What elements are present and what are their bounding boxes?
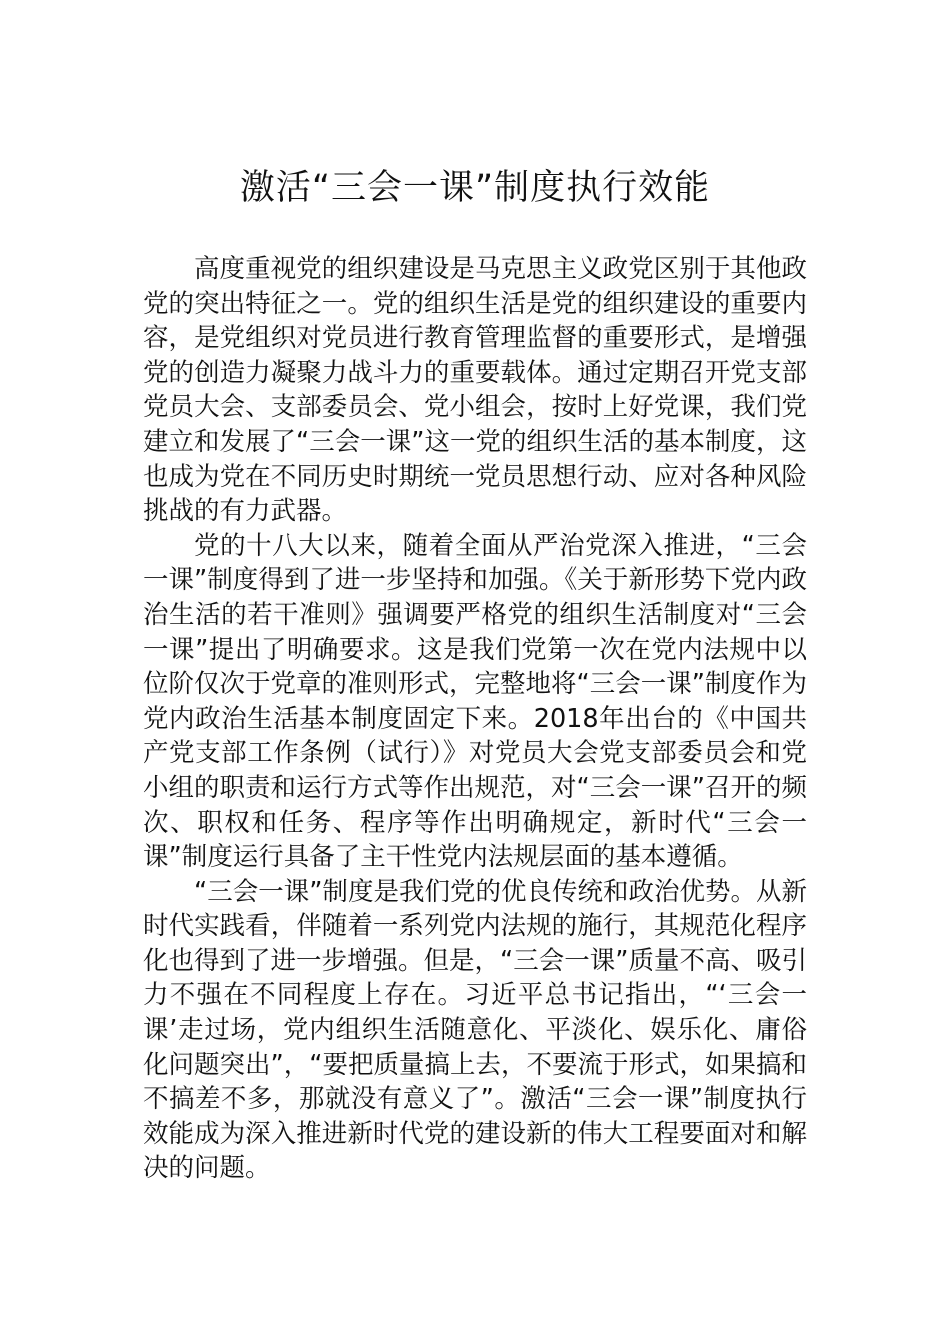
paragraph-1: 高度重视党的组织建设是马克思主义政党区别于其他政党的突出特征之一。党的组织生活是党的组织建设的重要内容，是党组织对党员进行教育管理监督的重要形式，是增强党的创造力凝聚力战斗力的重要载体。通过定期召开党支部党员大会、支部委员会、党小组会，按时上好党课，我们党建立和发展了“三会一课”这一党的组织生活的基本制度，这也成为党在不同历史时期统一党员思想行动、应对各种风险挑战的有力武器。: [143, 254, 807, 527]
paragraph-2: 党的十八大以来，随着全面从严治党深入推进，“三会一课”制度得到了进一步坚持和加强。《关于新形势下党内政治生活的若干准则》强调要严格党的组织生活制度对“三会一课”提出了明确要求。这是我们党第一次在党内法规中以位阶仅次于党章的准则形式，完整地将“三会一课”制度作为党内政治生活基本制度固定下来。2018年出台的《中国共产党支部工作条例（试行）》对党员大会党支部委员会和党小组的职责和运行方式等作出规范，对“三会一课”召开的频次、职权和任务、程序等作出明确规定，新时代“三会一课”制度运行具备了主干性党内法规层面的基本遵循。: [143, 530, 807, 873]
document-body: [143, 252, 807, 1186]
paragraph-3: “三会一课”制度是我们党的优良传统和政治优势。从新时代实践看，伴随着一系列党内法规的施行，其规范化程序化也得到了进一步增强。但是，“三会一课”质量不高、吸引力不强在不同程度上存在。习近平总书记指出，“‘三会一课’走过场，党内组织生活随意化、平淡化、娱乐化、庸俗化问题突出”，“要把质量搞上去，不要流于形式，如果搞和不搞差不多，那就没有意义了”。激活“三会一课”制度执行效能成为深入推进新时代党的建设新的伟大工程要面对和解决的问题。: [143, 876, 807, 1184]
document-title: 激活“三会一课”制度执行效能: [239, 168, 711, 208]
